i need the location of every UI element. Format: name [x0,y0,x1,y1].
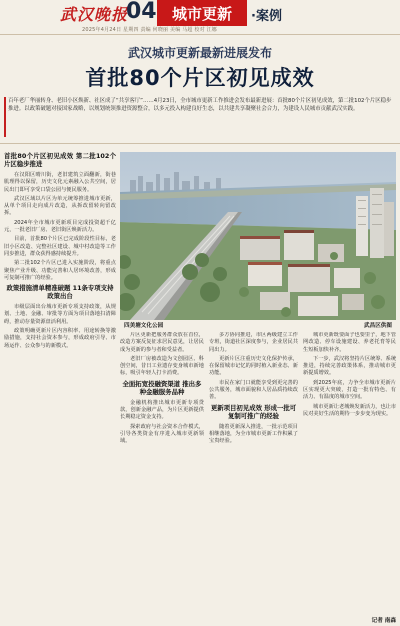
city-aerial-image [120,152,396,320]
photo-caption: 四美塘文化公园 [124,323,164,329]
photo-caption-bar [120,320,396,330]
paragraph: 武汉区域以片区为单元统筹推进城市更新，从单个项目走向成片改造，从拆改留转向留改拆。 [4,195,116,217]
page-number: 04 [126,0,157,24]
paragraph: 多方协同推进，市区两级建立工作专班，街道社区深度参与，企业居民共同出力。 [209,332,298,353]
paragraph: 更新片区注重历史文化保护传承，在保留城市记忆的同时植入新业态、新功能。 [209,355,298,377]
article-headline: 首批80个片区初见成效 [85,66,315,90]
right-column [303,332,396,626]
header-divider [0,34,400,35]
subhead-results: 更新项目初见成效 形成一批可复制可推广的经验 [210,403,297,420]
left-column [4,150,116,626]
paragraph: 政策明确更新片区内容积率、用途转换等激励措施，支持社会资本参与，形成政府引导、市场运作、公众参与的新模式。 [4,328,116,349]
subhead-first-batch: 首批80个片区初见成效 第二批102个片区稳步推进 [4,152,116,168]
paragraph: 随着更新深入推进，一批示范项目相继落地，为全市城市更新工作积累了宝贵经验。 [209,423,298,445]
paragraph: 在汉阳区晴川街，老旧建筑立面翻新，街巷肌理得以保留，历史文化元素融入公共空间，居民出门即可享受口袋公园与便民服务。 [4,172,116,193]
subhead-finance: 全面拓宽投融资渠道 推出多种金融服务品种 [122,379,202,396]
paragraph: 城市更新既要面子也要里子，地下管网改造、停车设施建设、养老托育等民生短板加快补齐。 [303,332,396,353]
paragraph: 片区更新把服务群众放在首位，改造方案反复征求居民意见，让居民成为更新的参与者和受益者。 [120,332,204,353]
article-lead: 百年老厂华丽转身、老旧小区焕新、社区成了“共享客厅”……4月23日，全市城市更新工作推进会发布最新进展：首批80个片区初见成效，第二批102个片区稳步推进。以政策破题对接国家战略，以规划统领推进资源整合，以多元投入构建良好生态，以共建共享凝聚社会合力，为建设人民城市贡献武汉实践。 [8,97,392,137]
paragraph: 下一步，武汉将坚持片区统筹、系统推进，持续完善政策体系，推动城市更新提质增效。 [303,355,396,377]
photo-credit: 武昌区供图 [364,323,392,329]
section-badge: 城市更新 [157,0,247,26]
section-subtitle: ·案例 [251,9,282,24]
paragraph: 市民在家门口就能享受到更完善的公共服务，城市面貌和人居品质持续改善。 [209,379,298,401]
paragraph: 探索政府与社会资本合作模式，引导各类资金有序进入城市更新领域。 [120,423,204,445]
paragraph: 老旧厂房被改造为文创园区、科创空间，昔日工业遗存变身城市新地标，吸引年轻人打卡消费。 [120,355,204,377]
lead-divider [0,143,400,144]
paragraph: 目前，首批80个片区已完成阶段性目标，老旧小区改造、完整社区建设、城中村改造等工作同步推进，群众获得感持续提升。 [4,236,116,257]
page-header [0,0,400,32]
paragraph: 市级层面出台城市更新专项支持政策，从规划、土地、金融、审批等方面为项目落地扫清障碍，推动存量资源盘活利用。 [4,304,116,325]
issue-meta: 2025年4月24日 星期四 责编 何晓丽 美编 马超 校对 江娜 [82,27,217,33]
paragraph: 2024年全市城市更新项目完成投资超千亿元，一批老旧厂房、老旧街区焕新活力。 [4,219,116,234]
reporter-byline: 记者 南森 [369,616,396,624]
middle-column-1 [120,332,204,626]
subhead-policy: 政策措施清单精准破题 11条专项支持政策出台 [6,284,114,301]
article-kicker: 武汉城市更新最新进展发布 [127,46,272,60]
paragraph: 到2025年底，力争全市城市更新片区实现更大突破，打造一批有特色、有活力、有温度的城市空间。 [303,379,396,401]
aerial-photo [120,152,396,320]
paragraph: 金融机构推出城市更新专项贷款，创新金融产品，为片区更新提供长期稳定资金支持。 [120,399,204,421]
middle-column-2 [209,332,298,626]
masthead-logo: 武汉晚报 [60,5,129,24]
paragraph: 城市更新让老城焕发新活力，也让市民对美好生活的期待一步步变为现实。 [303,403,396,417]
paragraph: 第二批102个片区已进入实施阶段，将重点聚焦产业升级、功能完善和人居环境改善，形成可复制可推广的经验。 [4,260,116,281]
